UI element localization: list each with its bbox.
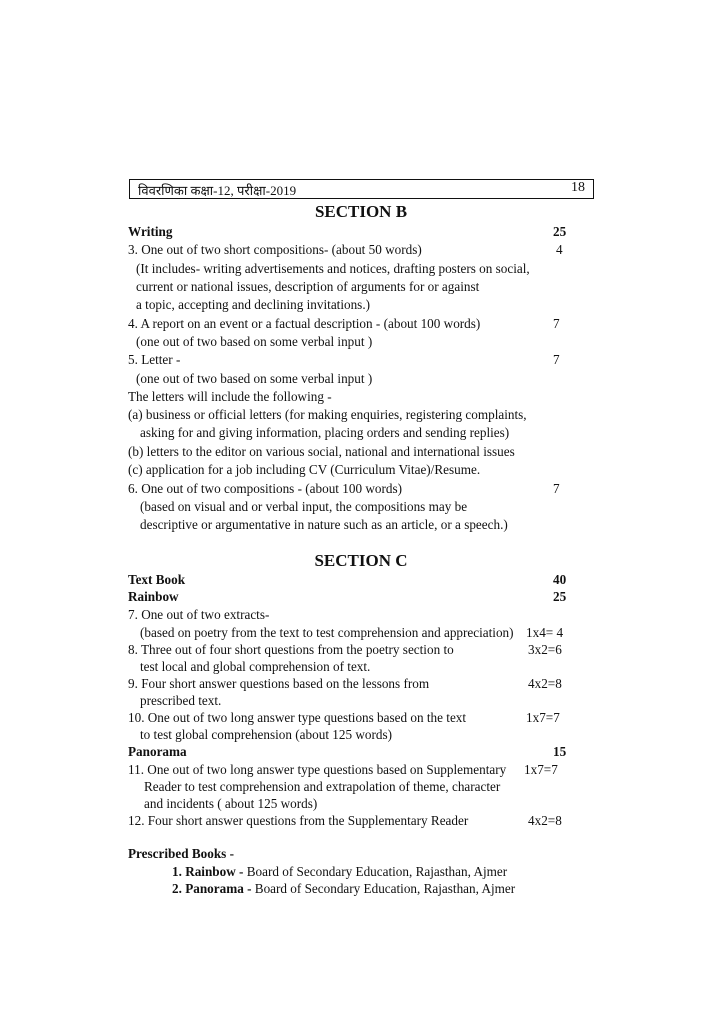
q8-detail-1: test local and global comprehension of text.: [140, 659, 371, 674]
q3-detail-3: a topic, accepting and declining invitations.): [136, 297, 371, 312]
textbook-heading: Text Book: [128, 572, 186, 587]
q6-marks: 7: [553, 481, 560, 496]
q12-marks: 4x2=8: [528, 813, 562, 828]
q5-text: 5. Letter -: [128, 352, 181, 367]
q11-text: 11. One out of two long answer type questions based on Supplementary: [128, 762, 507, 777]
q5-marks: 7: [553, 352, 560, 367]
q9-detail-1: prescribed text.: [140, 693, 222, 708]
prescribed-heading: Prescribed Books -: [128, 846, 234, 861]
q6-detail-2: descriptive or argumentative in nature such as an article, or a speech.): [140, 517, 508, 532]
header-title: विवरणिका कक्षा-12, परीक्षा-2019: [138, 183, 297, 198]
page-number: 18: [571, 180, 585, 195]
writing-marks: 25: [553, 224, 567, 239]
letter-c: (c) application for a job including CV (Curriculum Vitae)/Resume.: [128, 462, 481, 477]
panorama-marks: 15: [553, 744, 567, 759]
section-c-title: SECTION C: [314, 551, 408, 570]
letter-a-line-2: asking for and giving information, placing orders and sending replies): [140, 425, 510, 440]
q7-text: 7. One out of two extracts-: [128, 607, 270, 622]
prescribed-book-2: [172, 880, 515, 898]
q3-detail-2: current or national issues, description of arguments for or against: [136, 279, 480, 294]
q3-marks: 4: [556, 242, 563, 257]
q4-detail-1: (one out of two based on some verbal input ): [136, 334, 373, 349]
q6-detail-1: (based on visual and or verbal input, the compositions may be: [140, 499, 468, 514]
q4-marks: 7: [553, 316, 560, 331]
rainbow-heading: Rainbow: [128, 589, 179, 604]
letter-b: (b) letters to the editor on various social, national and international issues: [128, 444, 515, 459]
q3-text: 3. One out of two short compositions- (about 50 words): [128, 242, 422, 257]
book-1-publisher: Board of Secondary Education, Rajasthan, Ajmer: [243, 864, 508, 879]
q4-text: 4. A report on an event or a factual description - (about 100 words): [128, 316, 481, 331]
q11-detail-1: Reader to test comprehension and extrapolation of theme, character: [144, 779, 501, 794]
q12-text: 12. Four short answer questions from the Supplementary Reader: [128, 813, 469, 828]
q6-text: 6. One out of two compositions - (about 100 words): [128, 481, 402, 496]
letters-intro: The letters will include the following -: [128, 389, 332, 404]
textbook-marks: 40: [553, 572, 567, 587]
panorama-heading: Panorama: [128, 744, 187, 759]
rainbow-marks: 25: [553, 589, 567, 604]
book-2-title: 2. Panorama -: [172, 881, 252, 896]
q9-marks: 4x2=8: [528, 676, 562, 691]
q11-detail-2: and incidents ( about 125 words): [144, 796, 318, 811]
q11-marks: 1x7=7: [524, 762, 558, 777]
q7-marks: 1x4= 4: [526, 625, 564, 640]
q10-text: 10. One out of two long answer type questions based on the text: [128, 710, 467, 725]
q7-detail-1: (based on poetry from the text to test comprehension and appreciation): [140, 625, 514, 640]
letter-a-line-1: (a) business or official letters (for making enquiries, registering complaints,: [128, 407, 527, 422]
book-2-publisher: Board of Secondary Education, Rajasthan, Ajmer: [251, 881, 516, 896]
q10-marks: 1x7=7: [526, 710, 560, 725]
q10-detail-1: to test global comprehension (about 125 words): [140, 727, 392, 742]
q8-text: 8. Three out of four short questions from the poetry section to: [128, 642, 454, 657]
page-header: [129, 179, 594, 199]
book-1-title: 1. Rainbow -: [172, 864, 244, 879]
section-b-title: SECTION B: [314, 202, 408, 221]
q5-detail-1: (one out of two based on some verbal input ): [136, 371, 373, 386]
writing-heading: Writing: [128, 224, 173, 239]
prescribed-book-1: [172, 863, 507, 881]
q8-marks: 3x2=6: [528, 642, 562, 657]
q3-detail-1: (It includes- writing advertisements and notices, drafting posters on social,: [136, 261, 530, 276]
q9-text: 9. Four short answer questions based on the lessons from: [128, 676, 430, 691]
